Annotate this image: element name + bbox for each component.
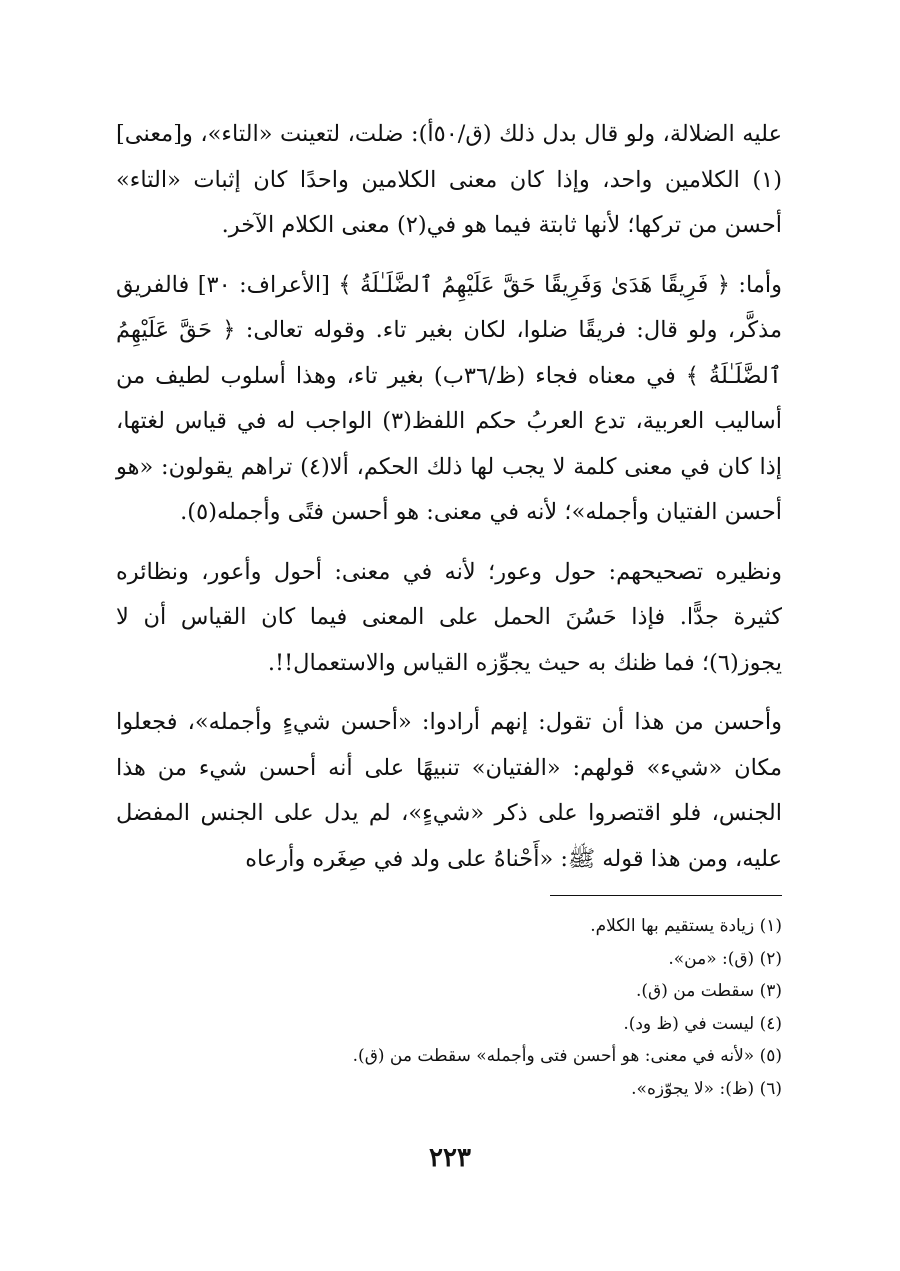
footnote: (٦) (ظ): «لا يجوّزه». — [631, 1078, 782, 1099]
footnote: (٣) سقطت من (ق). — [635, 981, 782, 1001]
paragraph: وأحسن من هذا أن تقول: إنهم أرادوا: «أحسن شيءٍ وأجمله»، فجعلوا مكان «شيء» قولهم: «الفتيان» تنبيهًا على أنه أحسن شيء من هذا الجنس، فلو اقتصروا على ذكر «شيءٍ»، لم يدل على الجنس المفضل عليه، ومن هذا قوله ﷺ: «أَحْناهُ على ولد في صِغَره وأرعاه — [116, 709, 782, 872]
footnote: (٥) «لأنه في معنى: هو أحسن فتى وأجمله» سقطت من (ق). — [352, 1046, 782, 1066]
paragraph: ونظيره تصحيحهم: حول وعور؛ لأنه في معنى: أحول وأعور، ونظائره كثيرة جدًّا. فإذا حَسُنَ الحمل على المعنى فيما كان القياس أن لا يجوز(٦)؛ فما ظنك به حيث يجوِّزه القياس والاستعمال!!. — [116, 558, 782, 676]
footnote: (٢) (ق): «من». — [668, 948, 782, 969]
footnote: (١) زيادة يستقيم بها الكلام. — [590, 916, 782, 936]
paragraph: وأما: ﴿ فَرِيقًا هَدَىٰ وَفَرِيقًا حَقَّ عَلَيْهِمُ ٱلضَّلَـٰلَةُ ﴾ [الأعراف: ٣٠] فالفريق مذكَّر، ولو قال: فريقًا ضلوا، لكان بغير تاء. وقوله تعالى: ﴿ حَقَّ عَلَيْهِمُ ٱلضَّلَـٰلَةُ ﴾ في معناه فجاء (ظ/٣٦ب) بغير تاء، وهذا أسلوب لطيف من أساليب العربية، تدع العربُ حكم اللفظ(٣) الواجب له في قياس لغتها، إذا كان في معنى كلمة لا يجب لها ذلك الحكم، ألا(٤) تراهم يقولون: «هو أحسن الفتيان وأجمله»؛ لأنه في معنى: هو أحسن فتًى وأجمله(٥). — [116, 271, 783, 525]
footnote-divider — [550, 895, 782, 896]
main-text — [116, 112, 782, 882]
footnotes — [116, 910, 782, 1105]
page-number: ٢٢٣ — [429, 1143, 471, 1173]
footnote: (٤) ليست في (ظ ود). — [623, 1013, 782, 1034]
paragraph: عليه الضلالة، ولو قال بدل ذلك (ق/٥٠أ): ضلت، لتعينت «التاء»، و[معنى](١) الكلامين واحد، وإذا كان معنى الكلامين واحدًا كان إثبات «التاء» أحسن من تركها؛ لأنها ثابتة فيما هو في(٢) معنى الكلام الآخر. — [116, 121, 782, 238]
